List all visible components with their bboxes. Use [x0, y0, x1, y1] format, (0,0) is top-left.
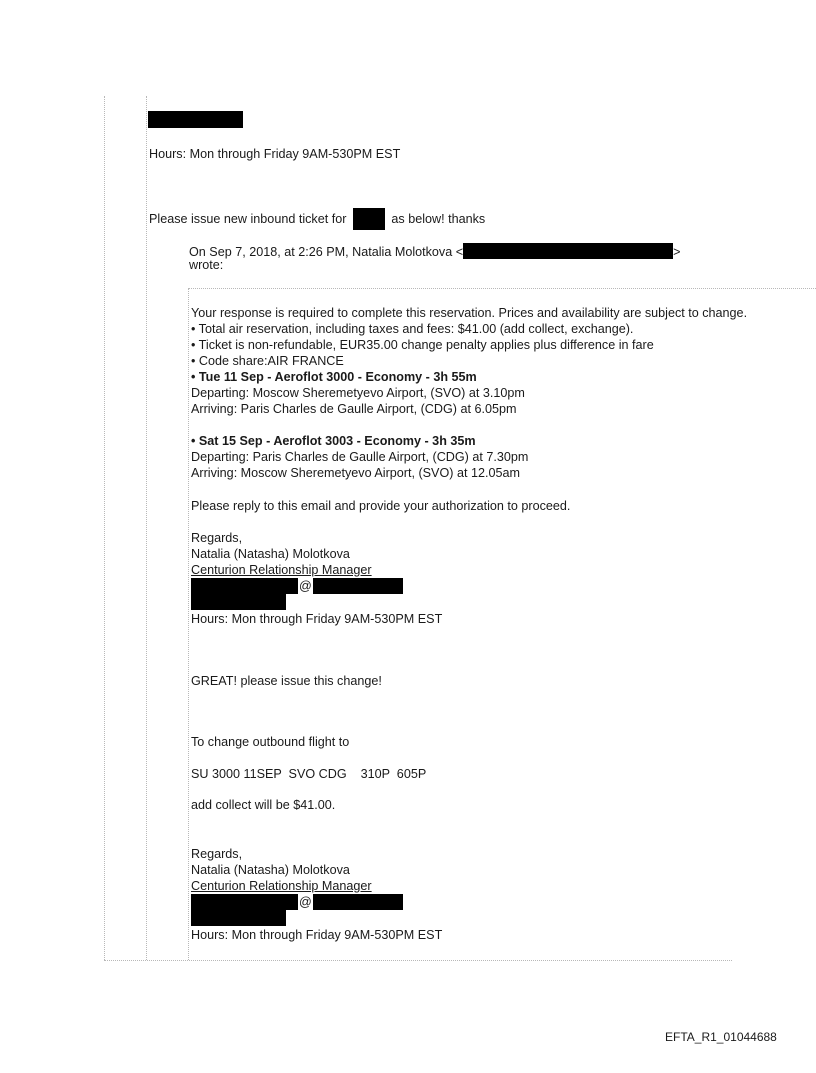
signature-name: Natalia (Natasha) Molotkova — [191, 547, 350, 561]
signature-regards: Regards, — [191, 531, 243, 545]
signature-2-at: @ — [299, 895, 312, 909]
document-id: EFTA_R1_01044688 — [665, 1030, 777, 1044]
redacted-email — [463, 243, 673, 259]
signature-2-title: Centurion Relationship Manager — [191, 879, 372, 893]
flight-1-heading: • Tue 11 Sep - Aeroflot 3000 - Economy - 3h 55m — [191, 370, 477, 384]
redacted-email-domain — [313, 578, 403, 594]
flight-2-departing: Departing: Paris Charles de Gaulle Airport, (CDG) at 7.30pm — [191, 450, 529, 464]
change-add-collect: add collect will be $41.00. — [191, 798, 336, 812]
bullet-refund: • Ticket is non-refundable, EUR35.00 change penalty applies plus difference in fare — [191, 338, 654, 352]
redacted-phone — [191, 594, 286, 610]
signature-2-hours: Hours: Mon through Friday 9AM-530PM EST — [191, 928, 443, 942]
signature-hours: Hours: Mon through Friday 9AM-530PM EST — [191, 612, 443, 626]
flight-1-arriving: Arriving: Paris Charles de Gaulle Airport, (CDG) at 6.05pm — [191, 402, 517, 416]
signature-title: Centurion Relationship Manager — [191, 563, 372, 577]
redacted-phone-2 — [191, 910, 286, 926]
quote-header-sender: On Sep 7, 2018, at 2:26 PM, Natalia Molotkova < — [189, 245, 464, 259]
inner-quote-top-rule — [188, 288, 816, 289]
reply-request: Please reply to this email and provide your authorization to proceed. — [191, 499, 571, 513]
redacted-email-user — [191, 578, 298, 594]
bullet-total: • Total air reservation, including taxes and fees: $41.00 (add collect, exchange). — [191, 322, 634, 336]
request-text-before: Please issue new inbound ticket for — [149, 212, 347, 226]
quote-header-wrote: wrote: — [189, 258, 224, 272]
request-line — [149, 208, 485, 230]
inner-quote-rule — [188, 288, 189, 960]
outer-hours: Hours: Mon through Friday 9AM-530PM EST — [149, 147, 401, 161]
approval-text: GREAT! please issue this change! — [191, 674, 382, 688]
flight-1-departing: Departing: Moscow Sheremetyevo Airport, (SVO) at 3.10pm — [191, 386, 525, 400]
redacted-email-domain-2 — [313, 894, 403, 910]
outer-quote-rule — [104, 96, 105, 960]
redacted-email-user-2 — [191, 894, 298, 910]
quote-header-close: > — [673, 245, 681, 259]
change-itinerary: SU 3000 11SEP SVO CDG 310P 605P — [191, 767, 427, 781]
redacted-recipient — [353, 208, 385, 230]
flight-2-heading: • Sat 15 Sep - Aeroflot 3003 - Economy - 3h 35m — [191, 434, 476, 448]
signature-2-name: Natalia (Natasha) Molotkova — [191, 863, 350, 877]
bullet-codeshare: • Code share:AIR FRANCE — [191, 354, 344, 368]
outer-quote-bottom-rule — [104, 960, 732, 961]
signature-2-regards: Regards, — [191, 847, 243, 861]
quote-header-line — [189, 243, 680, 259]
mid-quote-rule — [146, 96, 147, 960]
signature-at: @ — [299, 579, 312, 593]
change-intro: To change outbound flight to — [191, 735, 350, 749]
redacted-name — [148, 111, 243, 128]
flight-2-arriving: Arriving: Moscow Sheremetyevo Airport, (SVO) at 12.05am — [191, 466, 520, 480]
reservation-intro: Your response is required to complete this reservation. Prices and availability are subject to change. — [191, 306, 748, 320]
request-text-after: as below! thanks — [391, 212, 486, 226]
